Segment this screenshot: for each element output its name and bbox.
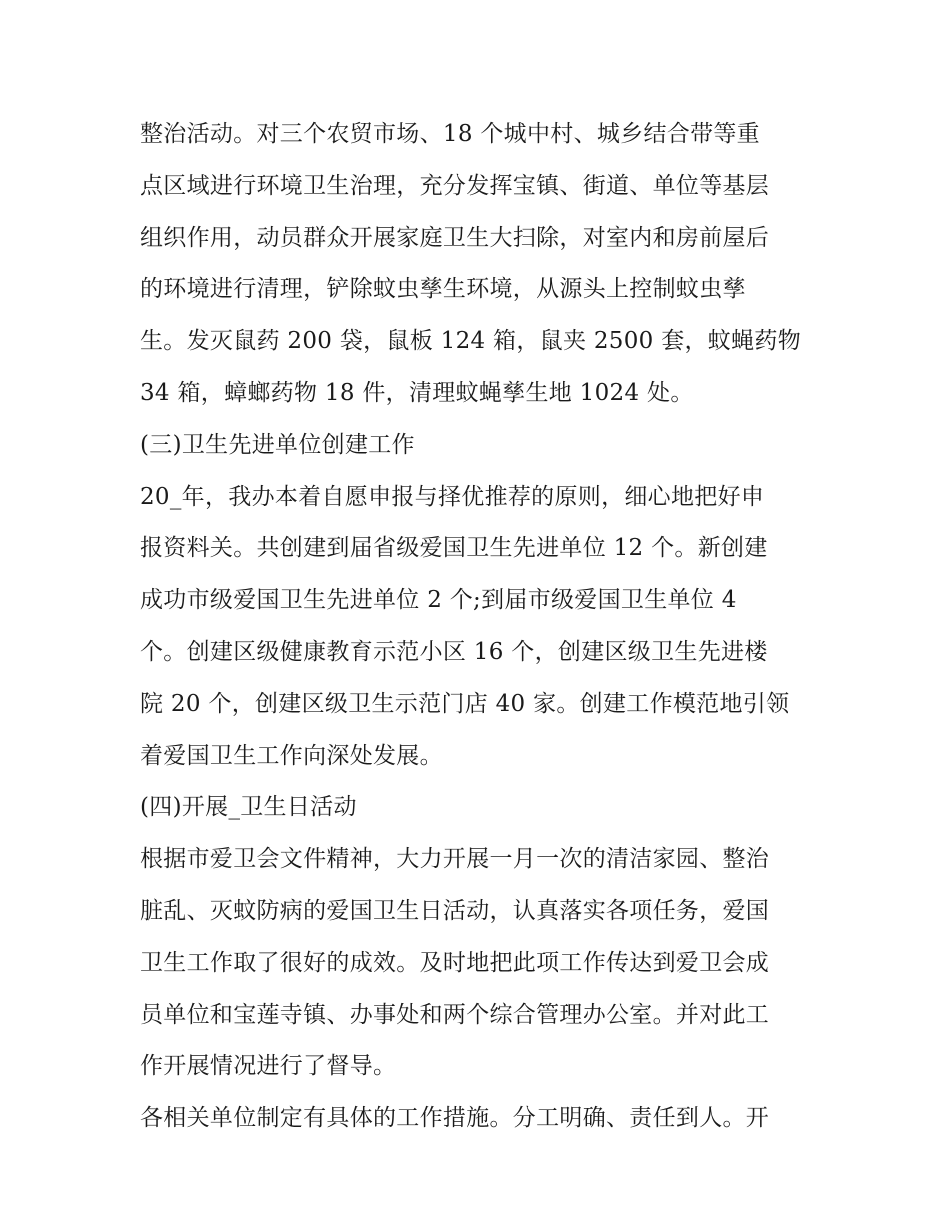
text-line: 着爱国卫生工作向深处发展。 [140,742,443,769]
text-line: 整治活动。对三个农贸市场、18 个城中村、城乡结合带等重 [140,121,760,147]
text-line: 生。发灭鼠药 200 袋，鼠板 124 箱，鼠夹 2500 套，蚊蝇药物 [140,328,801,355]
text-line: 报资料关。共创建到届省级爱国卫生先进单位 12 个。新创建 [140,535,768,562]
section-heading: (三)卫生先进单位创建工作 [140,431,415,458]
text-line: 脏乱、灭蚊防病的爱国卫生日活动，认真落实各项任务，爱国 [140,897,770,924]
text-line: 根据市爱卫会文件精神，大力开展一月一次的清洁家园、整治 [140,846,770,873]
text-line: 作开展情况进行了督导。 [140,1053,397,1080]
text-line: 员单位和宝莲寺镇、办事处和两个综合管理办公室。并对此工 [140,1001,770,1028]
text-line: 卫生工作取了很好的成效。及时地把此项工作传达到爱卫会成 [140,949,770,976]
text-line: 点区域进行环境卫生治理，充分发挥宝镇、街道、单位等基层 [140,172,770,199]
text-line: 成功市级爱国卫生先进单位 2 个;到届市级爱国卫生单位 4 [140,587,737,614]
text-line: 34 箱，蟑螂药物 18 件，清理蚊蝇孳生地 1024 处。 [140,379,694,406]
text-line: 的环境进行清理，铲除蚊虫孳生环境，从源头上控制蚊虫孳 [140,276,746,303]
section-heading: (四)开展_卫生日活动 [140,794,357,821]
document-body [140,109,830,1145]
text-line: 院 20 个，创建区级卫生示范门店 40 家。创建工作模范地引领 [140,690,790,717]
text-line: 各相关单位制定有具体的工作措施。分工明确、责任到人。开 [140,1105,770,1132]
text-line: 20_年，我办本着自愿申报与择优推荐的原则，细心地把好申 [140,483,765,510]
text-line: 组织作用，动员群众开展家庭卫生大扫除，对室内和房前屋后 [140,224,770,251]
text-line: 个。创建区级健康教育示范小区 16 个，创建区级卫生先进楼 [140,638,768,665]
